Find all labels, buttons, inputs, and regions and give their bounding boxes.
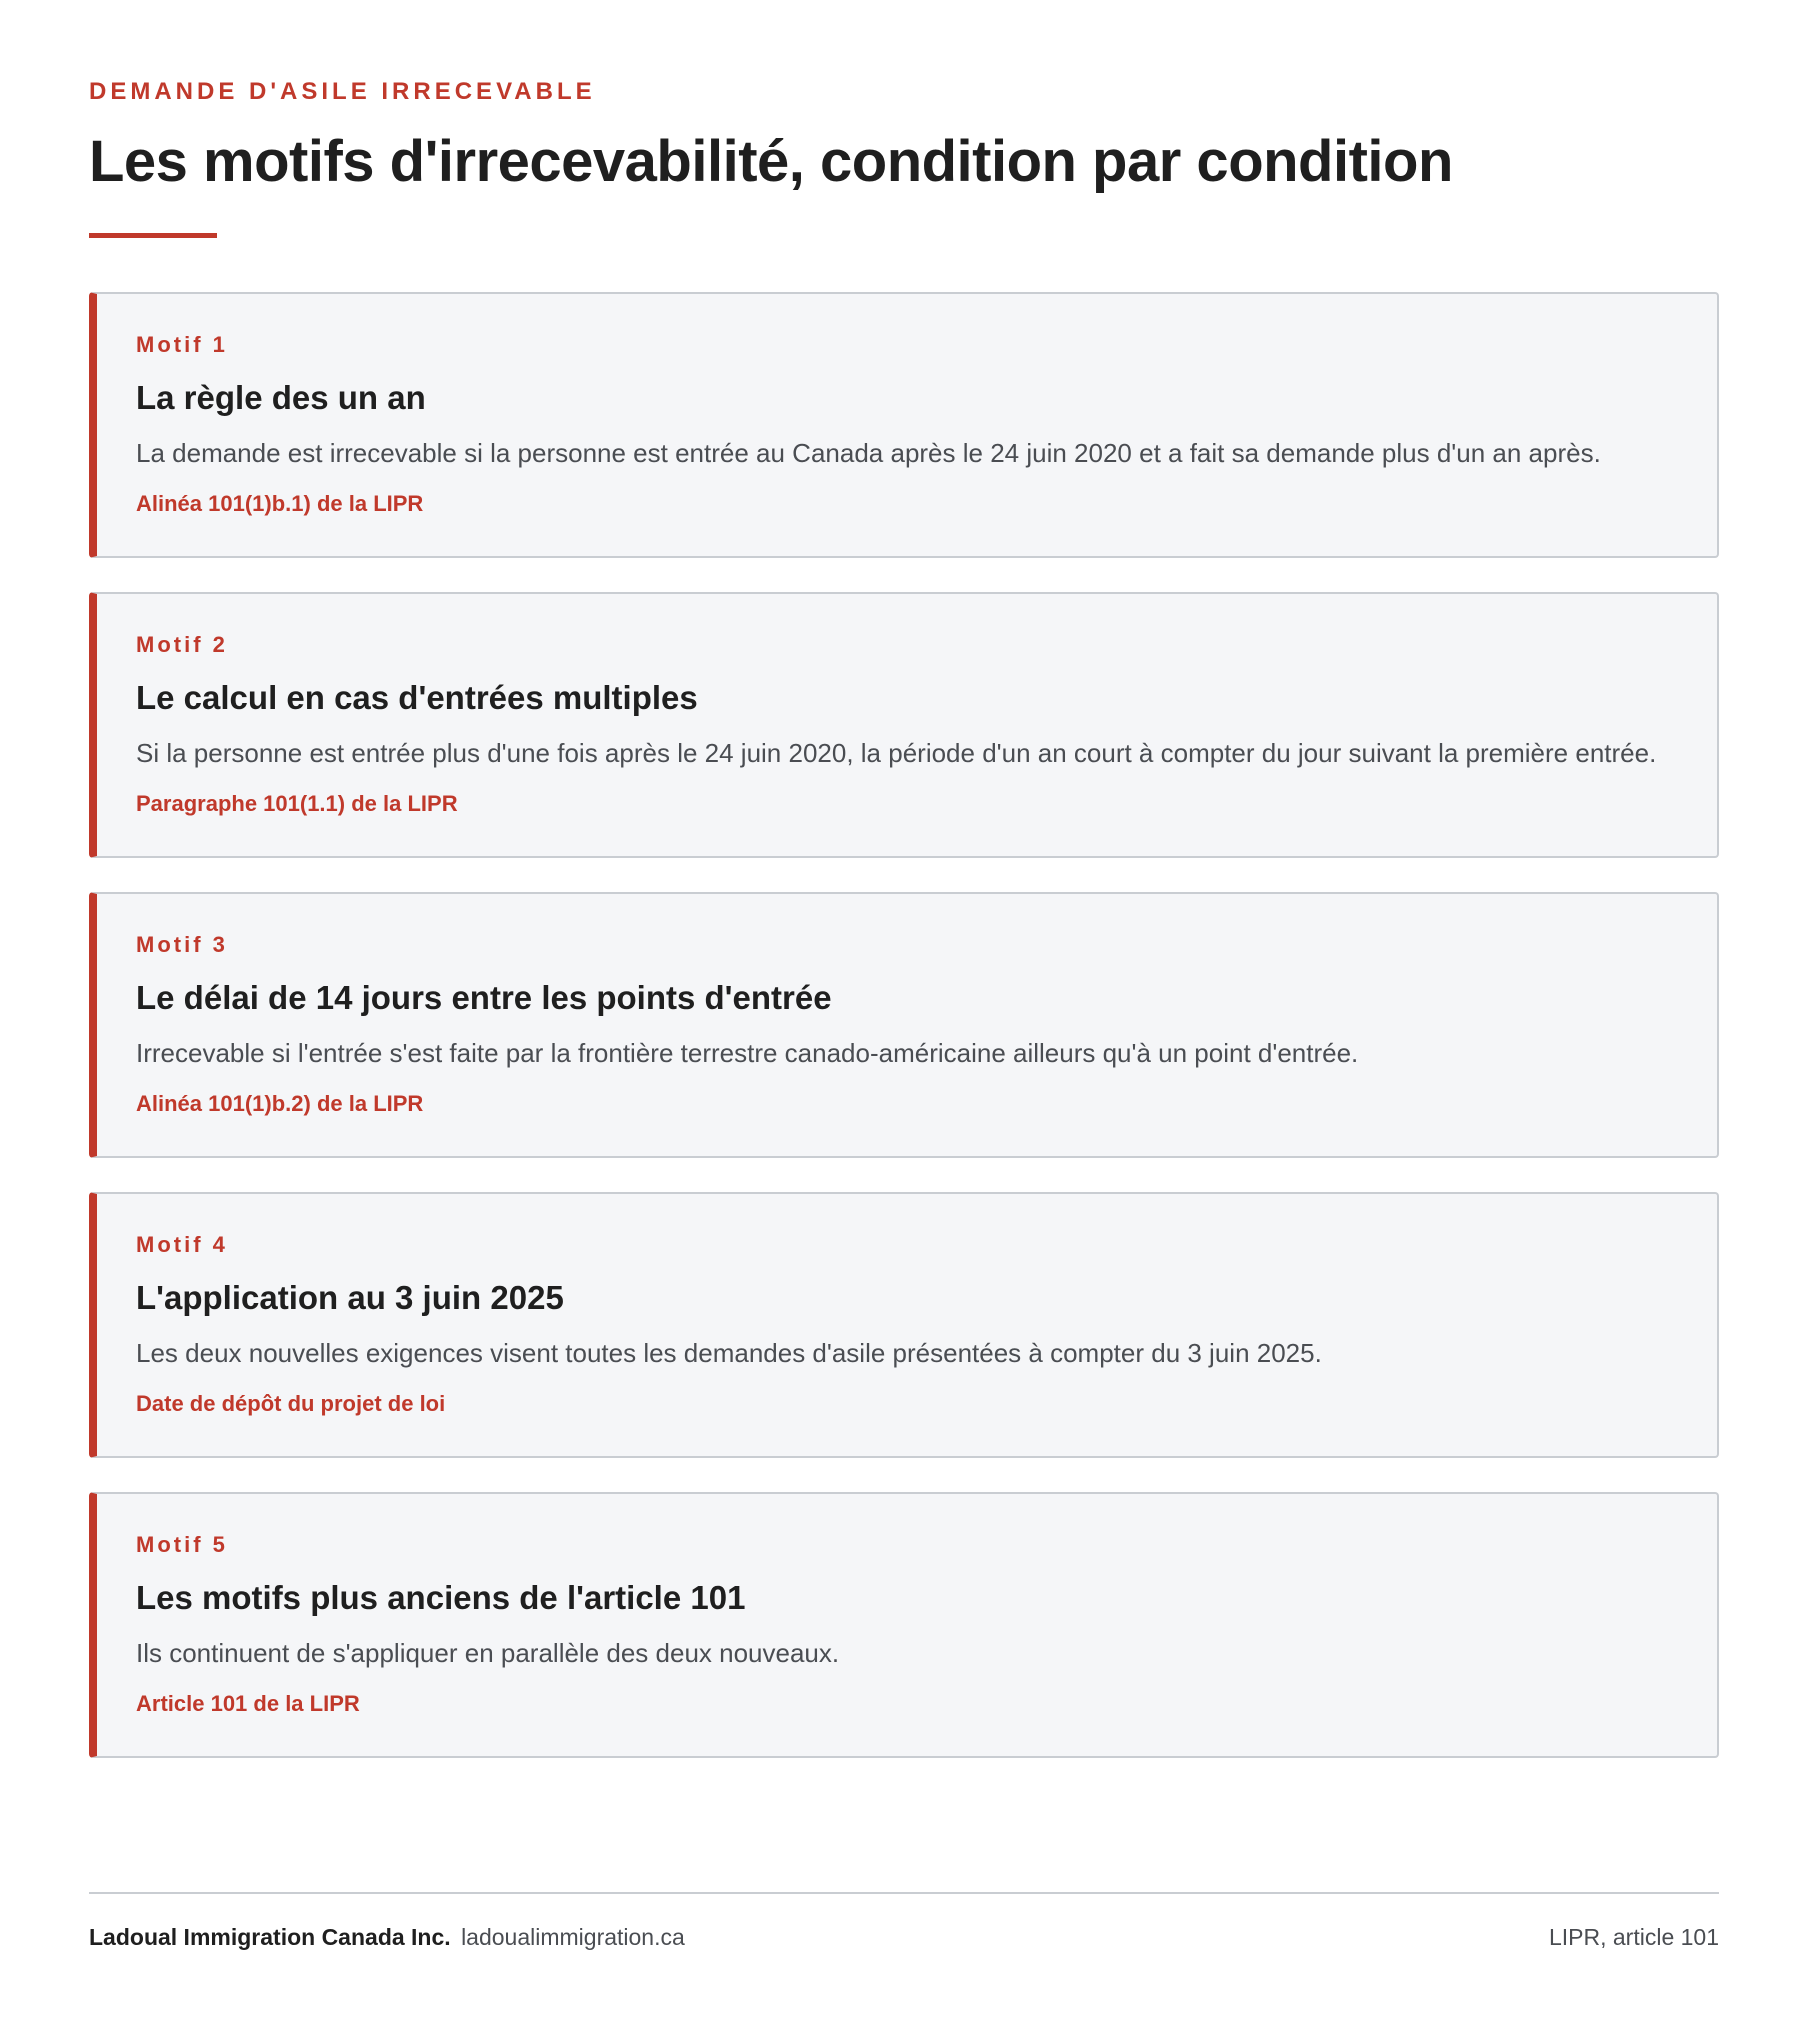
motif-number: Motif 2: [136, 632, 228, 657]
motif-description: Si la personne est entrée plus d'une fois après le 24 juin 2020, la période d'un an court à compter du jour suivant la première entrée.: [136, 738, 1657, 768]
motif-description: Ils continuent de s'appliquer en parallèle des deux nouveaux.: [136, 1638, 840, 1668]
footer-citation: LIPR, article 101: [1548, 1924, 1719, 1950]
motif-card-1: [89, 292, 1719, 558]
motif-title: Le calcul en cas d'entrées multiples: [136, 679, 698, 716]
motif-number: Motif 1: [136, 332, 228, 357]
motif-card-5: [89, 1492, 1719, 1758]
footer-divider: [89, 1892, 1719, 1894]
motif-legal-reference: Alinéa 101(1)b.2) de la LIPR: [136, 1091, 424, 1116]
motif-legal-reference: Date de dépôt du projet de loi: [136, 1391, 446, 1416]
footer: [89, 1922, 1719, 1952]
motif-number: Motif 5: [136, 1532, 228, 1557]
motif-title: L'application au 3 juin 2025: [136, 1279, 564, 1316]
motif-description: La demande est irrecevable si la personne est entrée au Canada après le 24 juin 2020 et a fait sa demande plus d'un an après.: [136, 438, 1601, 468]
motif-title: La règle des un an: [136, 379, 426, 416]
motifs-list: [89, 292, 1719, 1792]
motif-number: Motif 4: [136, 1232, 228, 1257]
motif-title: Les motifs plus anciens de l'article 101: [136, 1579, 746, 1616]
motif-legal-reference: Alinéa 101(1)b.1) de la LIPR: [136, 491, 424, 516]
motif-legal-reference: Article 101 de la LIPR: [136, 1691, 360, 1716]
motif-card-2: [89, 592, 1719, 858]
title-accent-divider: [89, 233, 217, 238]
motif-card-4: [89, 1192, 1719, 1458]
motif-description: Les deux nouvelles exigences visent toutes les demandes d'asile présentées à compter du 3 juin 2025.: [136, 1338, 1322, 1368]
motif-title: Le délai de 14 jours entre les points d'entrée: [136, 979, 832, 1016]
motif-description: Irrecevable si l'entrée s'est faite par la frontière terrestre canado-américaine ailleurs qu'à un point d'entrée.: [136, 1038, 1359, 1068]
company-name: Ladoual Immigration Canada Inc.: [89, 1924, 451, 1950]
footer-branding: [89, 1922, 685, 1952]
motif-card-3: [89, 892, 1719, 1158]
motif-legal-reference: Paragraphe 101(1.1) de la LIPR: [136, 791, 458, 816]
motif-number: Motif 3: [136, 932, 228, 957]
company-website: ladoualimmigration.ca: [461, 1924, 685, 1950]
eyebrow-label: DEMANDE D'ASILE IRRECEVABLE: [89, 78, 596, 105]
page-title: Les motifs d'irrecevabilité, condition par condition: [89, 129, 1453, 194]
